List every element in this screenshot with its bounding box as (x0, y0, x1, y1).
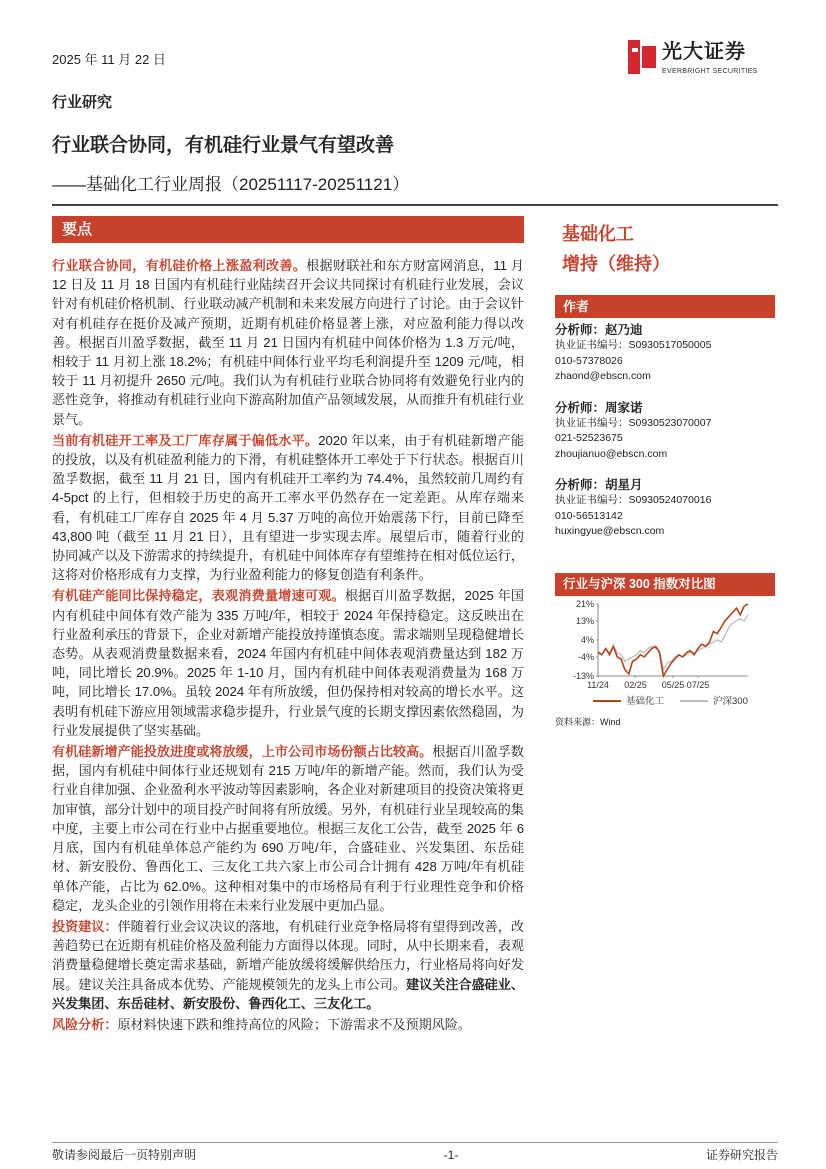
legend-label: 基础化工 (626, 696, 665, 707)
logo-text: 光大证券 (662, 41, 746, 63)
rating: 增持（维持） (562, 254, 670, 274)
author-cert: 执业证书编号：S0930523070007 (555, 416, 712, 429)
paragraph (52, 742, 524, 915)
paragraph-text: 2020 年以来，由于有机硅新增产能的投放，以及有机硅盈利能力的下滑，有机硅整体开工率处于下行状态。根据百川盈孚数据，截至 11 月 21 日，国内有机硅开工率约为 74.4%，虽然较前几周约有 4-5pct 的上行，但相较于历史的高开工率水平仍然存在一定差距。从库存端来看，有机硅工厂库存自 2025 年 4 月 5.37 万吨的高位开始震荡下行，目前已降至 43,800 吨（截至 11 月 21 日），且有望进一步实现去库。展望后市，随着行业的协同减产以及下游需求的持续提升，有机硅中间体库存有望维持在相对低位运行，这将对价格形成有力支撑，为行业盈利能力的修复创造有利条件。 (52, 432, 524, 583)
logo-mark-icon (628, 40, 656, 74)
company-logo (628, 40, 778, 80)
legend-label: 沪深300 (713, 696, 748, 707)
paragraph-lead: 有机硅产能同比保持稳定，表观消费量增速可观。 (52, 588, 345, 604)
paragraph-text: 伴随着行业会议决议的落地，有机硅行业竞争格局将有望得到改善，改善趋势已在近期有机硅价格及盈利能力方面得以体现。同时，从中长期来看，表观消费量稳健增长奠定需求基础，新增产能放缓将缓解供给压力，行业格局将向好发展。建议关注具备成本优势、产能规模领先的龙头上市公司。 (52, 918, 525, 992)
recommended-stocks: 建议关注合盛硅业、兴发集团、东岳硅材、新安股份、鲁西化工、三友化工。 (52, 976, 525, 1011)
page-subtitle: ——基础化工行业周报（20251117-20251121） (52, 175, 410, 194)
report-category: 行业研究 (52, 94, 113, 111)
authors-list (555, 322, 780, 555)
author-name: 分析师：赵乃迪 (555, 323, 643, 337)
paragraph-text: 原材料快速下跌和维持高位的风险；下游需求不及预期风险。 (117, 1016, 471, 1032)
paragraph (52, 586, 524, 740)
author-email[interactable]: huxingyue@ebscn.com (555, 525, 665, 537)
key-points-header: 要点 (52, 216, 524, 243)
y-tick-label: 13% (575, 615, 594, 626)
paragraph-lead: 有机硅新增产能投放进度或将放缓，上市公司市场份额占比较高。 (52, 744, 433, 760)
report-date: 2025 年 11 月 22 日 (52, 52, 166, 67)
paragraph-lead: 投资建议： (52, 918, 118, 934)
divider (52, 204, 778, 206)
paragraph-text: 根据百川盈孚数据，2025 年国内有机硅中间体有效产能为 335 万吨/年，相较于 2024 年保持稳定。这反映出在行业盈利承压的背景下，企业对新增产能投放持谨慎态度。需求端则呈现稳健增长态势。从表观消费量数据来看，2024 年国内有机硅中间体表观消费量达到 182 万吨，同比增长 20.9%。2025 年 1-10 月，国内有机硅中间体表观消费量为 168 万吨，同比增长 17.0%。虽较 2024 年有所放缓，但仍保持相对较高的增长水平。这表明有机硅下游应用领域需求稳步提升，行业景气度的长期支撑因素依然稳固，为行业发展提供了坚实基础。 (52, 588, 524, 738)
paragraph-lead: 当前有机硅开工率及工厂库存属于偏低水平。 (52, 432, 319, 448)
investment-advice (52, 917, 524, 1013)
risk-analysis (52, 1015, 524, 1034)
sector-name: 基础化工 (562, 224, 634, 244)
author-phone: 021-52523675 (555, 432, 623, 444)
footer-report-type: 证券研究报告 (705, 1148, 778, 1162)
y-tick-label: 21% (575, 599, 594, 609)
paragraph-lead: 风险分析： (52, 1016, 118, 1032)
author-name: 分析师：胡星月 (555, 478, 643, 492)
chart-source: 资料来源：Wind (555, 717, 621, 727)
paragraph-text: 根据财联社和东方财富网消息，11 月 12 日及 11 月 18 日国内有机硅行业陆续召开会议共同探讨有机硅行业发展，会议针对有机硅价格机制、行业联动减产机制和未来发展方向进行了讨论。由于会议针对有机硅存在挺价及减产预期，近期有机硅价格显著上涨，对应盈利能力得以改善。根据百川盈孚数据，截至 11 月 21 日国内有机硅中间体价格为 1.3 万元/吨，相较于 11 月初上涨 18.2%；有机硅中间体行业平均毛利润提升至 1209 元/吨，相较于 11 月初提升 2650 元/吨。我们认为有机硅行业联合协同将有效避免行业内的恶性竞争，将推动有机硅行业向下游高附加值产品领域发展，从而推升有机硅行业景气。 (52, 258, 525, 427)
page-title: 行业联合协同，有机硅行业景气有望改善 (52, 135, 395, 156)
y-tick-label: -4% (577, 651, 594, 662)
author-phone: 010-57378026 (555, 354, 623, 367)
logo-subtext: EVERBRIGHT SECURITIES (662, 68, 758, 75)
x-tick-label: 07/25 (686, 680, 710, 690)
x-tick-label: 05/25 (661, 680, 685, 690)
footer-disclaimer: 敬请参阅最后一页特别声明 (52, 1148, 197, 1162)
author-email[interactable]: zhoujianuo@ebscn.com (555, 447, 668, 460)
chart-title: 行业与沪深 300 指数对比图 (555, 573, 775, 596)
y-tick-label: 4% (580, 635, 594, 645)
author-card (555, 322, 780, 385)
author-card (555, 477, 780, 540)
series-line-sector (598, 604, 748, 676)
y-tick-label: -13% (572, 671, 594, 681)
x-tick-label: 11/24 (587, 680, 609, 690)
author-cert: 执业证书编号：S0930524070016 (555, 494, 712, 506)
paragraph (52, 256, 524, 429)
author-card (555, 400, 780, 463)
author-email[interactable]: zhaond@ebscn.com (555, 370, 651, 382)
author-phone: 010-56513142 (555, 509, 623, 522)
comparison-chart (555, 596, 780, 716)
page-number: -1- (443, 1148, 459, 1162)
footer (52, 1143, 778, 1163)
x-tick-label: 02/25 (624, 680, 647, 690)
paragraph-text: 根据百川盈孚数据，国内有机硅中间体行业还规划有 215 万吨/年的新增产能。然而，我们认为受行业自律加强、企业盈利水平波动等因素影响，各企业对新建项目的投资决策将更加审慎，部分计划中的项目投产时间将有所放缓。另外，有机硅行业呈现较高的集中度，主要上市公司在行业中占据重要地位。根据三友化工公告，截至 2025 年 6 月底，国内有机硅单体总产能约为 690 万吨/年，合盛硅业、兴发集团、东岳硅材、新安股份、鲁西化工、三友化工共六家上市公司合计拥有 428 万吨/年有机硅单体产能，占比为 62.0%。这种相对集中的市场格局有利于行业理性竞争和价格稳定，龙头企业的引领作用将在未来行业发展中更加凸显。 (52, 744, 525, 913)
author-name: 分析师：周家诺 (555, 400, 643, 415)
paragraph-lead: 行业联合协同，有机硅价格上涨盈利改善。 (52, 258, 307, 273)
paragraph (52, 431, 524, 585)
main-content (52, 256, 524, 1136)
authors-header: 作者 (555, 295, 775, 318)
author-cert: 执业证书编号：S0930517050005 (555, 339, 712, 351)
